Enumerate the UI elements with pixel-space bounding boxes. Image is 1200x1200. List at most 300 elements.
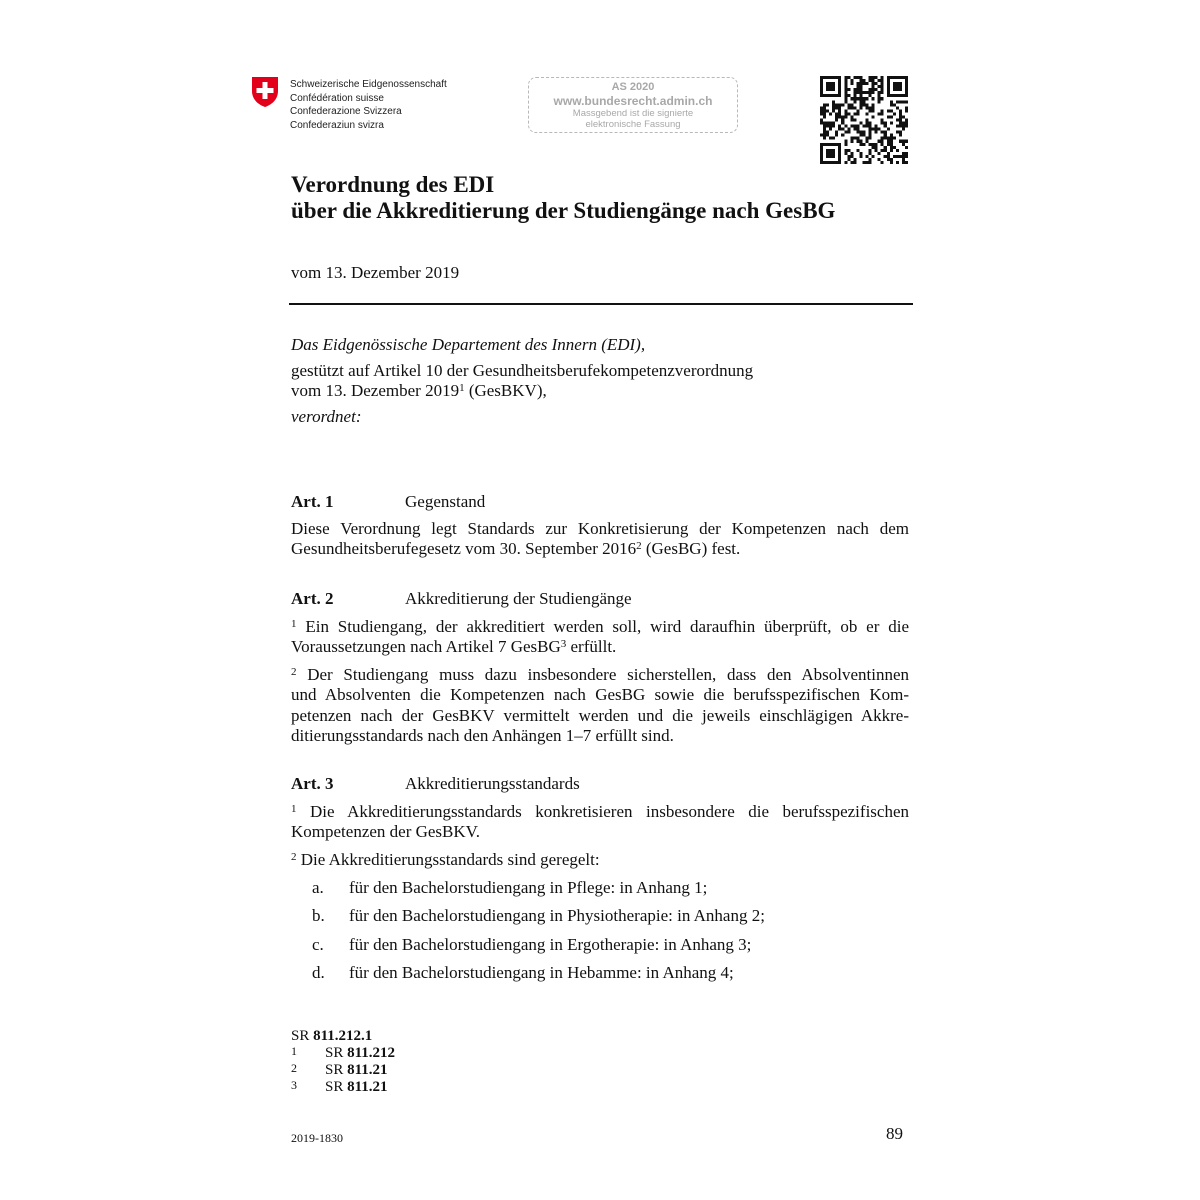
qr-module <box>905 82 908 85</box>
art-3-p2-line-1 <box>291 850 600 872</box>
qr-module <box>820 85 823 88</box>
qr-module <box>893 155 896 158</box>
qr-module <box>823 109 826 112</box>
qr-module <box>832 94 835 97</box>
list-item-letter: c. <box>312 935 324 954</box>
qr-module <box>905 122 908 125</box>
qr-module <box>838 128 841 131</box>
qr-module <box>881 122 884 125</box>
qr-module <box>838 161 841 164</box>
qr-module <box>829 143 832 146</box>
qr-module <box>856 140 859 143</box>
qr-module <box>872 79 875 82</box>
qr-module <box>838 76 841 79</box>
qr-module <box>850 161 853 164</box>
qr-module <box>899 88 902 91</box>
qr-module <box>869 158 872 161</box>
qr-module <box>890 109 893 112</box>
qr-module <box>899 140 902 143</box>
qr-module <box>878 100 881 103</box>
agency-line-rm: Confederaziun svizra <box>290 119 384 131</box>
art-2-p1-line-2-text: Voraussetzungen nach Artikel 7 GesBG <box>291 637 561 656</box>
art-2-p2-line-3: petenzen nach der GesBKV vermittelt werden und die jeweils einschlägigen Akkre- <box>291 706 909 725</box>
qr-module <box>902 161 905 164</box>
art-3-heading: Akkreditierungsstandards <box>405 774 580 793</box>
qr-module <box>899 76 902 79</box>
qr-module <box>844 97 847 100</box>
qr-module <box>878 112 881 115</box>
qr-module <box>847 155 850 158</box>
footnote-number: 2 <box>291 1061 297 1075</box>
qr-module <box>869 128 872 131</box>
qr-module <box>896 106 899 109</box>
qr-module <box>859 140 862 143</box>
qr-module <box>853 112 856 115</box>
qr-module <box>844 94 847 97</box>
qr-module <box>869 125 872 128</box>
qr-module <box>841 128 844 131</box>
qr-module <box>847 103 850 106</box>
qr-module <box>878 158 881 161</box>
art-2-p1-line-2-tail: erfüllt. <box>566 637 617 656</box>
footnote-value: 811.21 <box>347 1062 388 1078</box>
qr-module <box>832 155 835 158</box>
qr-module <box>829 76 832 79</box>
qr-module <box>844 149 847 152</box>
qr-module <box>896 131 899 134</box>
title-divider <box>289 303 913 305</box>
qr-module <box>826 88 829 91</box>
qr-module <box>884 155 887 158</box>
qr-module <box>862 91 865 94</box>
qr-module <box>820 88 823 91</box>
qr-module <box>890 140 893 143</box>
qr-module <box>829 125 832 128</box>
qr-module <box>835 131 838 134</box>
preamble-basis-line-2 <box>291 381 547 403</box>
qr-module <box>905 88 908 91</box>
art-1-heading: Gegenstand <box>405 492 486 511</box>
qr-module <box>844 131 847 134</box>
qr-module <box>899 100 902 103</box>
qr-module <box>881 140 884 143</box>
qr-module <box>878 140 881 143</box>
qr-module <box>820 122 823 125</box>
qr-module <box>826 149 829 152</box>
qr-module <box>826 103 829 106</box>
qr-module <box>878 152 881 155</box>
qr-module <box>905 100 908 103</box>
art-2-number: Art. 2 <box>291 589 334 608</box>
qr-module <box>902 125 905 128</box>
qr-module <box>869 94 872 97</box>
qr-module <box>899 109 902 112</box>
qr-module <box>823 106 826 109</box>
qr-module <box>902 155 905 158</box>
qr-module <box>887 152 890 155</box>
footnote-prefix: SR <box>325 1079 348 1095</box>
qr-module <box>832 143 835 146</box>
qr-module <box>844 82 847 85</box>
art-1-line-2-tail: (GesBG) fest. <box>641 539 741 558</box>
decree-date: vom 13. Dezember 2019 <box>291 263 460 282</box>
qr-module <box>826 109 829 112</box>
qr-module <box>881 131 884 134</box>
qr-module <box>844 161 847 164</box>
qr-module <box>844 76 847 79</box>
qr-module <box>887 128 890 131</box>
qr-module <box>832 88 835 91</box>
qr-module <box>838 82 841 85</box>
qr-module <box>853 118 856 121</box>
qr-module <box>872 97 875 100</box>
qr-module <box>847 158 850 161</box>
qr-module <box>838 158 841 161</box>
qr-module <box>905 76 908 79</box>
qr-module <box>881 85 884 88</box>
qr-module <box>829 122 832 125</box>
qr-module <box>820 109 823 112</box>
art-3-p1-line-1-text: Die Akkreditierungsstandards konkretisieren insbesondere die berufsspezifischen <box>296 802 909 821</box>
qr-module <box>899 125 902 128</box>
qr-module <box>844 79 847 82</box>
qr-module <box>887 82 890 85</box>
preamble-basis-line-1: gestützt auf Artikel 10 der Gesundheitsberufekompetenzverordnung <box>291 361 754 380</box>
qr-module <box>875 76 878 79</box>
qr-module <box>896 82 899 85</box>
qr-module <box>878 79 881 82</box>
qr-module <box>838 155 841 158</box>
qr-module <box>820 161 823 164</box>
qr-module <box>835 161 838 164</box>
qr-module <box>893 146 896 149</box>
qr-module <box>859 103 862 106</box>
qr-module <box>841 134 844 137</box>
qr-module <box>853 137 856 140</box>
qr-module <box>869 91 872 94</box>
qr-module <box>838 88 841 91</box>
agency-name-block <box>290 78 447 132</box>
qr-module <box>856 97 859 100</box>
qr-module <box>853 76 856 79</box>
qr-module <box>899 155 902 158</box>
qr-module <box>872 115 875 118</box>
footnote-value: 811.21 <box>347 1079 388 1095</box>
qr-module <box>862 97 865 100</box>
document-id: 2019-1830 <box>291 1131 343 1145</box>
qr-module <box>856 91 859 94</box>
qr-module <box>878 85 881 88</box>
qr-module <box>850 82 853 85</box>
qr-module <box>856 128 859 131</box>
qr-module <box>850 106 853 109</box>
qr-module <box>832 82 835 85</box>
qr-module <box>890 143 893 146</box>
qr-module <box>881 118 884 121</box>
qr-module <box>881 82 884 85</box>
qr-module <box>862 134 865 137</box>
qr-module <box>866 125 869 128</box>
qr-module <box>899 122 902 125</box>
qr-module <box>850 103 853 106</box>
preamble-basis-tail: (GesBKV), <box>464 381 547 400</box>
page-number: 89 <box>886 1124 903 1143</box>
qr-module <box>875 88 878 91</box>
qr-module <box>881 97 884 100</box>
qr-module <box>823 94 826 97</box>
qr-module <box>899 112 902 115</box>
qr-module <box>829 152 832 155</box>
qr-module <box>881 143 884 146</box>
qr-module <box>841 122 844 125</box>
qr-module <box>820 146 823 149</box>
qr-module <box>829 88 832 91</box>
qr-module <box>862 161 865 164</box>
qr-module <box>896 149 899 152</box>
qr-module <box>872 82 875 85</box>
qr-module <box>887 140 890 143</box>
qr-module <box>866 118 869 121</box>
qr-module <box>872 109 875 112</box>
qr-module <box>853 91 856 94</box>
qr-module <box>826 125 829 128</box>
list-item: für den Bachelorstudiengang in Physiotherapie: in Anhang 2; <box>349 906 765 925</box>
agency-line-fr: Confédération suisse <box>290 92 384 104</box>
qr-module <box>890 122 893 125</box>
qr-module <box>881 88 884 91</box>
qr-module <box>844 115 847 118</box>
qr-module <box>838 152 841 155</box>
qr-module <box>853 106 856 109</box>
qr-module <box>835 134 838 137</box>
qr-module <box>869 79 872 82</box>
qr-module <box>856 112 859 115</box>
art-2-p2-line-1 <box>291 665 909 687</box>
qr-module <box>838 143 841 146</box>
qr-module <box>841 115 844 118</box>
qr-module <box>887 115 890 118</box>
qr-module <box>881 109 884 112</box>
qr-module <box>872 91 875 94</box>
qr-module <box>859 82 862 85</box>
qr-module <box>820 82 823 85</box>
qr-module <box>896 100 899 103</box>
qr-module <box>820 79 823 82</box>
art-2-p2-line-2: und Absolventen die Kompetenzen nach GesBG sowie die berufsspezifischen Kom- <box>291 685 909 704</box>
qr-module <box>826 161 829 164</box>
qr-module <box>905 79 908 82</box>
qr-module <box>893 76 896 79</box>
qr-module <box>872 76 875 79</box>
art-1-line-1: Diese Verordnung legt Standards zur Konkretisierung der Kompetenzen nach dem <box>291 519 909 538</box>
qr-module <box>853 94 856 97</box>
qr-module <box>866 137 869 140</box>
qr-module <box>872 85 875 88</box>
qr-module <box>859 100 862 103</box>
qr-module <box>832 109 835 112</box>
qr-module <box>872 88 875 91</box>
qr-module <box>826 131 829 134</box>
footnote-ref-3[interactable]: 3 <box>560 638 567 650</box>
qr-module <box>859 134 862 137</box>
qr-module <box>853 158 856 161</box>
qr-module <box>878 94 881 97</box>
qr-module <box>826 143 829 146</box>
qr-module <box>847 76 850 79</box>
list-item-letter: b. <box>312 906 325 925</box>
qr-module <box>847 149 850 152</box>
qr-module <box>887 109 890 112</box>
qr-module <box>896 76 899 79</box>
qr-module <box>872 146 875 149</box>
qr-module <box>829 128 832 131</box>
qr-module <box>887 88 890 91</box>
qr-module <box>823 76 826 79</box>
qr-module <box>887 158 890 161</box>
qr-module <box>835 143 838 146</box>
qr-module <box>859 88 862 91</box>
footnote-text <box>325 1062 388 1078</box>
qr-module <box>838 85 841 88</box>
qr-module <box>881 79 884 82</box>
art-2-p1-line-1 <box>291 617 909 639</box>
qr-module <box>869 152 872 155</box>
qr-module <box>835 76 838 79</box>
art-1-number: Art. 1 <box>291 492 334 511</box>
qr-module <box>875 125 878 128</box>
qr-module <box>832 137 835 140</box>
qr-module <box>902 76 905 79</box>
qr-module <box>905 152 908 155</box>
qr-module <box>884 137 887 140</box>
agency-line-it: Confederazione Svizzera <box>290 106 402 117</box>
qr-module <box>859 143 862 146</box>
qr-module <box>850 140 853 143</box>
qr-module <box>869 88 872 91</box>
qr-module <box>878 97 881 100</box>
qr-module <box>881 112 884 115</box>
qr-module <box>826 155 829 158</box>
agency-line-de: Schweizerische Eidgenossenschaft <box>290 79 447 90</box>
qr-module <box>832 149 835 152</box>
qr-module <box>902 94 905 97</box>
qr-module <box>820 158 823 161</box>
qr-module <box>832 125 835 128</box>
qr-module <box>866 106 869 109</box>
qr-module <box>890 103 893 106</box>
sr-number: 811.212.1 <box>313 1028 373 1044</box>
qr-module <box>847 88 850 91</box>
qr-module <box>881 76 884 79</box>
qr-module <box>838 94 841 97</box>
qr-module <box>859 152 862 155</box>
qr-module <box>853 161 856 164</box>
footnote-ref-1[interactable]: 1 <box>459 382 465 394</box>
qr-module <box>872 143 875 146</box>
qr-module <box>899 82 902 85</box>
qr-module <box>893 137 896 140</box>
qr-module <box>829 112 832 115</box>
qr-module <box>905 125 908 128</box>
qr-module <box>838 112 841 115</box>
qr-module <box>838 106 841 109</box>
qr-module <box>866 103 869 106</box>
qr-module <box>872 155 875 158</box>
qr-module <box>820 91 823 94</box>
qr-module <box>820 134 823 137</box>
qr-module <box>905 94 908 97</box>
qr-module <box>856 137 859 140</box>
qr-module <box>887 94 890 97</box>
footnote-number: 1 <box>291 1044 297 1058</box>
qr-module <box>872 106 875 109</box>
qr-module <box>905 161 908 164</box>
qr-module <box>869 131 872 134</box>
qr-module <box>905 91 908 94</box>
art-3-p2-num: 2 <box>291 851 297 863</box>
qr-module <box>856 76 859 79</box>
qr-module <box>847 128 850 131</box>
art-3-p1-line-2: Kompetenzen der GesBKV. <box>291 822 481 841</box>
qr-module <box>890 158 893 161</box>
qr-module <box>844 140 847 143</box>
qr-module <box>866 82 869 85</box>
qr-module <box>820 118 823 121</box>
qr-module <box>887 91 890 94</box>
qr-module <box>902 128 905 131</box>
art-2-p1-num: 1 <box>291 618 297 630</box>
qr-module <box>869 106 872 109</box>
qr-module <box>878 128 881 131</box>
qr-module <box>902 152 905 155</box>
qr-module <box>832 103 835 106</box>
qr-module <box>829 94 832 97</box>
qr-module <box>853 97 856 100</box>
qr-module <box>820 106 823 109</box>
qr-module <box>847 112 850 115</box>
list-item: für den Bachelorstudiengang in Ergotherapie: in Anhang 3; <box>349 935 752 954</box>
qr-module <box>838 91 841 94</box>
qr-module <box>866 97 869 100</box>
qr-module <box>832 122 835 125</box>
qr-module <box>869 122 872 125</box>
qr-module <box>856 131 859 134</box>
qr-module <box>869 137 872 140</box>
qr-module <box>902 115 905 118</box>
stamp-line-4: elektronische Fassung <box>585 119 681 130</box>
qr-module <box>887 143 890 146</box>
qr-module <box>823 137 826 140</box>
qr-module <box>844 152 847 155</box>
qr-module <box>887 79 890 82</box>
qr-module <box>875 128 878 131</box>
qr-module <box>893 85 896 88</box>
qr-module <box>866 112 869 115</box>
qr-module <box>850 115 853 118</box>
qr-module <box>890 161 893 164</box>
qr-module <box>866 140 869 143</box>
qr-module <box>884 122 887 125</box>
qr-module <box>820 155 823 158</box>
qr-module <box>826 94 829 97</box>
footnote-ref-2[interactable]: 2 <box>636 540 642 552</box>
qr-module <box>887 137 890 140</box>
qr-module <box>823 125 826 128</box>
list-item-letter: a. <box>312 878 324 897</box>
qr-module <box>826 122 829 125</box>
qr-module <box>884 131 887 134</box>
footnote-number: 3 <box>291 1078 297 1092</box>
